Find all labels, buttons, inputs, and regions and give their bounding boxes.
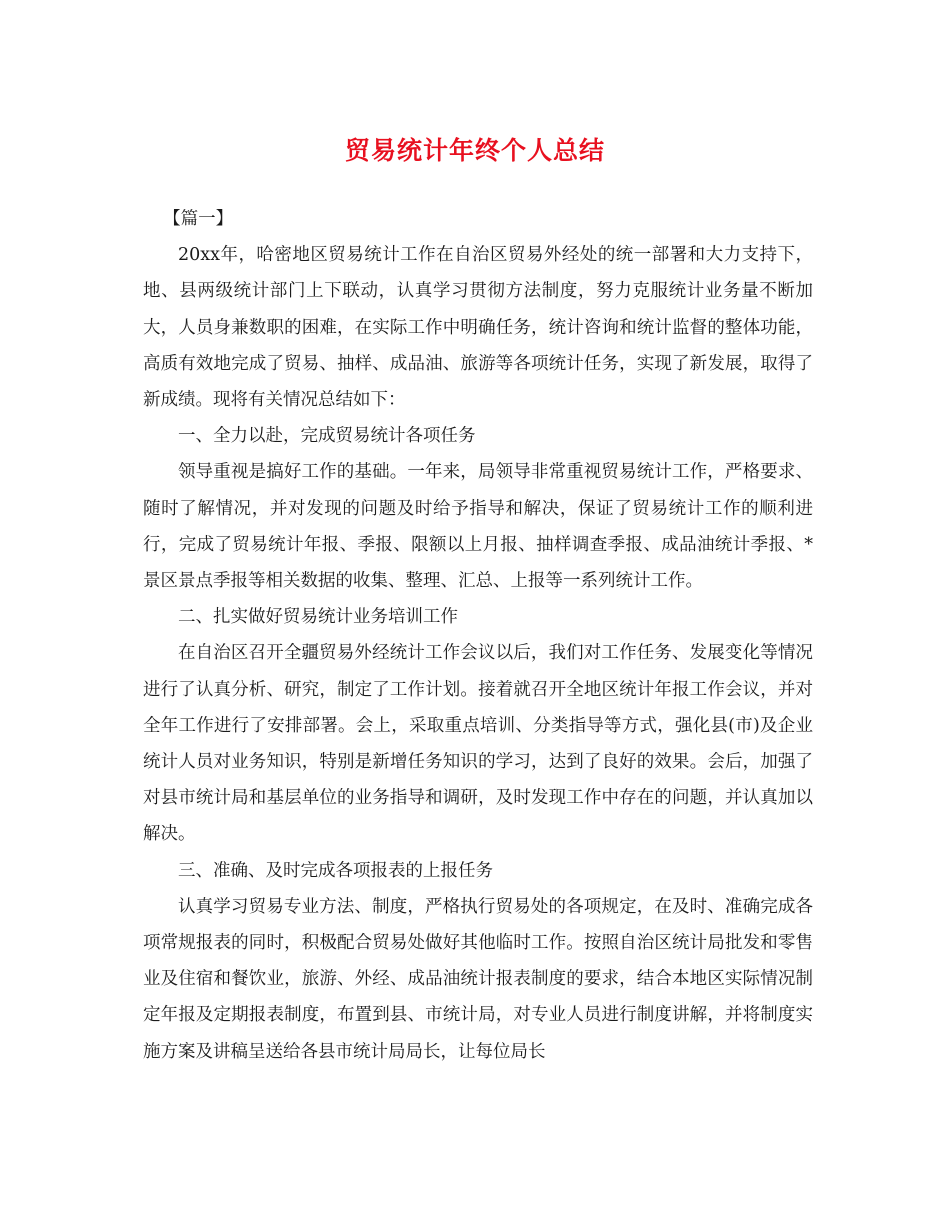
heading-section-2: 二、扎实做好贸易统计业务培训工作 <box>178 607 458 628</box>
paragraph-section-1: 领导重视是搞好工作的基础。一年来，局领导非常重视贸易统计工作，严格要求、随时了解情况，并对发现的问题及时给予指导和解决，保证了贸易统计工作的顺利进行，完成了贸易统计年报、季报、限额以上月报、抽样调查季报、成品油统计季报、*景区景点季报等相关数据的收集、整理、汇总、上报等一系列统计工作。 <box>143 462 813 592</box>
paragraph-section-2: 在自治区召开全疆贸易外经统计工作会议以后，我们对工作任务、发展变化等情况进行了认真分析、研究，制定了工作计划。接着就召开全地区统计年报工作会议，并对全年工作进行了安排部署。会上，采取重点培训、分类指导等方式，强化县(市)及企业统计人员对业务知识，特别是新增任务知识的学习，达到了良好的效果。会后，加强了对县市统计局和基层单位的业务指导和调研，及时发现工作中存在的问题，并认真加以解决。 <box>143 643 813 845</box>
heading-section-1: 一、全力以赴，完成贸易统计各项任务 <box>178 426 476 447</box>
section-marker: 【篇一】 <box>163 209 234 229</box>
document-body <box>143 201 813 1070</box>
paragraph-intro: 20xx年，哈密地区贸易统计工作在自治区贸易外经处的统一部署和大力支持下，地、县两级统计部门上下联动，认真学习贯彻方法制度，努力克服统计业务量不断加大，人员身兼数职的困难，在实际工作中明确任务，统计咨询和统计监督的整体功能，高质有效地完成了贸易、抽样、成品油、旅游等各项统计任务，实现了新发展，取得了新成绩。现将有关情况总结如下： <box>143 245 813 411</box>
paragraph-section-3: 认真学习贸易专业方法、制度，严格执行贸易处的各项规定，在及时、准确完成各项常规报表的同时，积极配合贸易处做好其他临时工作。按照自治区统计局批发和零售业及住宿和餐饮业，旅游、外经、成品油统计报表制度的要求，结合本地区实际情况制定年报及定期报表制度，布置到县、市统计局，对专业人员进行制度讲解，并将制度实施方案及讲稿呈送给各县市统计局局长，让每位局长 <box>143 896 813 1062</box>
document-title: 贸易统计年终个人总结 <box>344 136 605 165</box>
heading-section-3: 三、准确、及时完成各项报表的上报任务 <box>178 860 493 881</box>
